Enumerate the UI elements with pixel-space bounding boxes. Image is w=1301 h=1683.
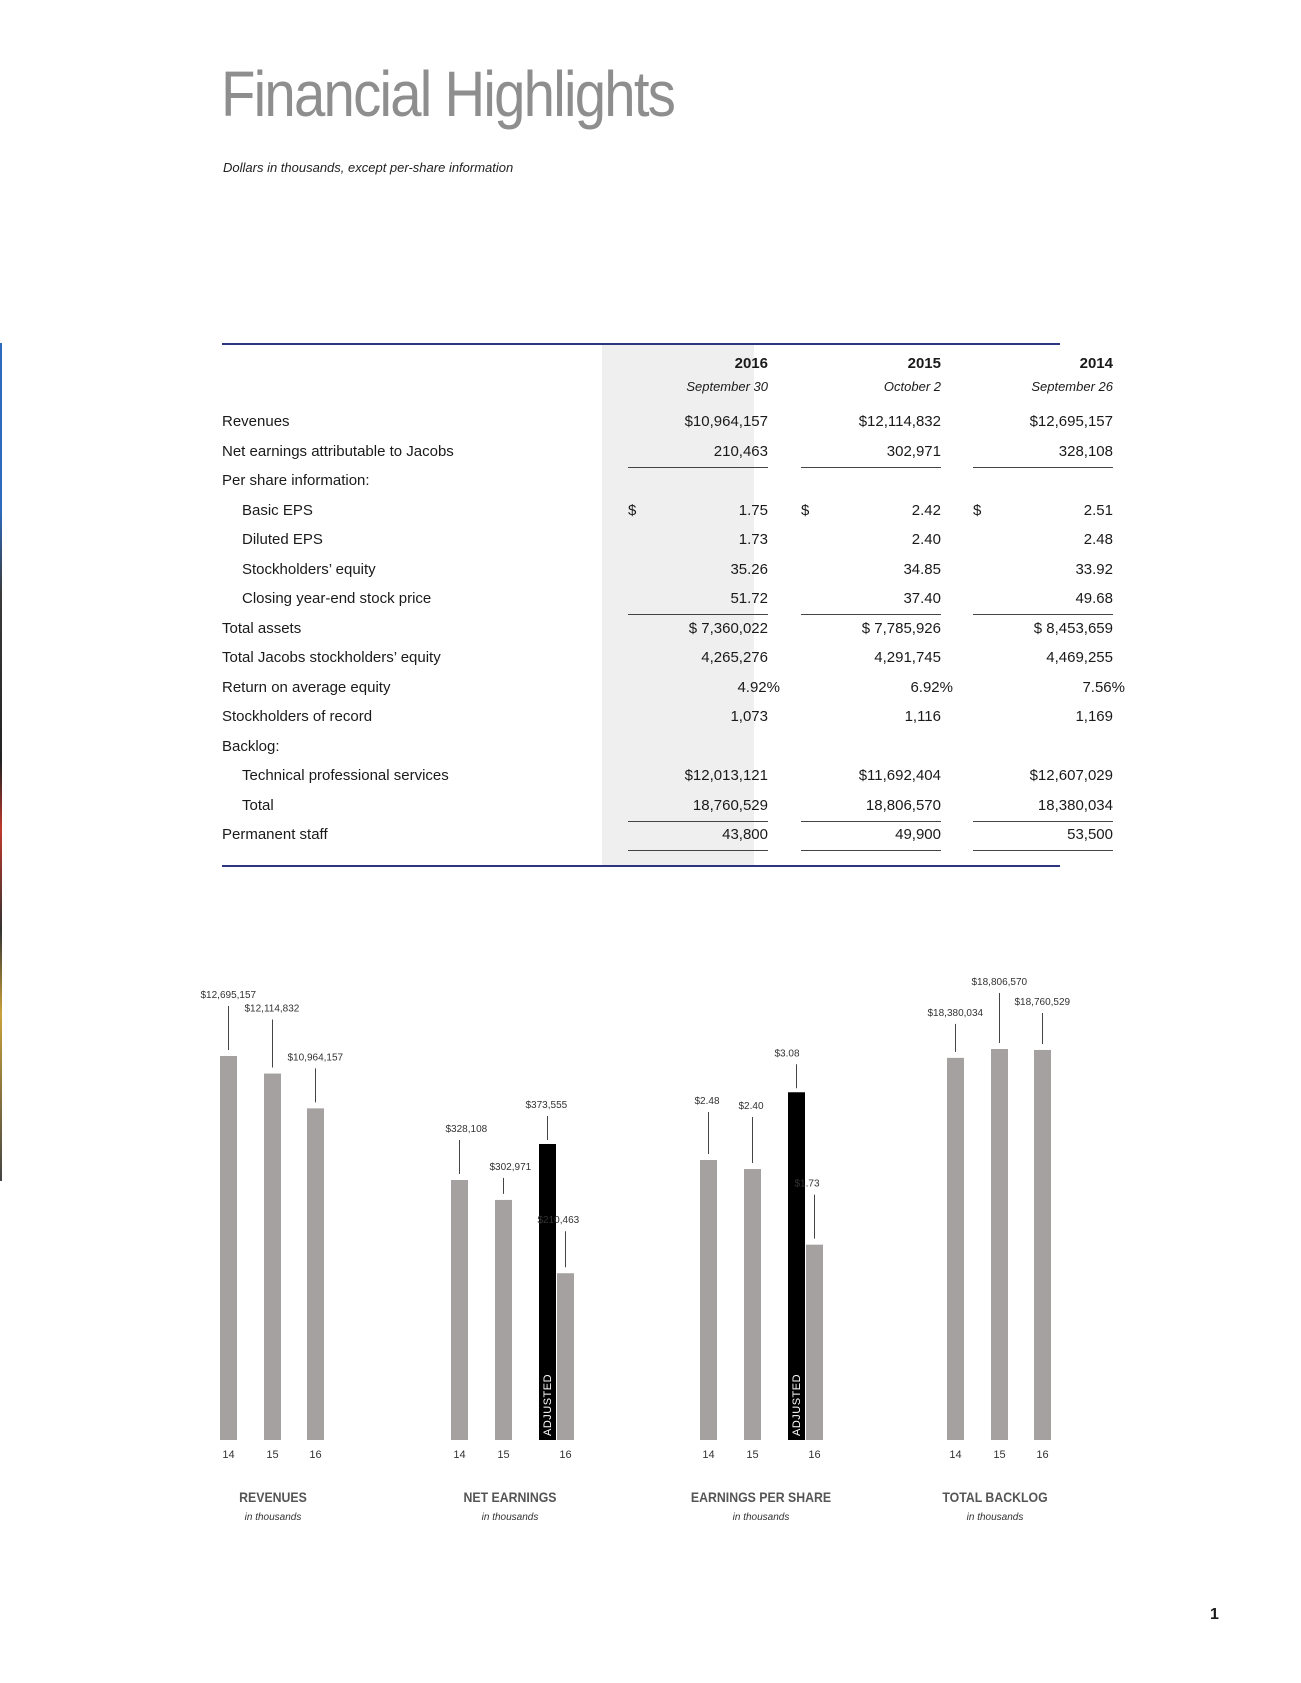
adjusted-series-label: ADJUSTED <box>542 1373 554 1436</box>
table-cell <box>801 561 941 585</box>
cell-value: $12,114,832 <box>858 413 941 430</box>
chart-title: EARNINGS PER SHARE <box>690 1489 832 1506</box>
chart-subtitle: in thousands <box>481 1512 539 1523</box>
table-row <box>222 678 1125 707</box>
cell-value: 302,971 <box>886 442 941 460</box>
table-cell <box>973 443 1113 468</box>
table-cell <box>628 738 768 762</box>
table-row <box>222 472 1060 500</box>
cell-value: 1.73 <box>738 531 768 548</box>
table-cell <box>973 620 1113 644</box>
table-cell <box>628 797 768 822</box>
cell-value: $12,607,029 <box>1029 767 1113 784</box>
table-cell <box>628 413 768 437</box>
data-bar <box>557 1273 574 1440</box>
table-cell <box>628 502 768 526</box>
table-cell <box>801 502 941 526</box>
table-cell <box>801 531 941 555</box>
data-bar <box>220 1056 237 1440</box>
row-label: Technical professional services <box>242 767 449 784</box>
adjusted-series-label: ADJUSTED <box>791 1373 803 1436</box>
data-bar <box>307 1108 324 1440</box>
bar-value-label: $302,971 <box>489 1161 532 1173</box>
row-label: Total assets <box>222 619 302 637</box>
table-top-rule <box>222 343 1060 345</box>
data-bar <box>700 1160 717 1440</box>
data-bar <box>451 1180 468 1440</box>
cell-value: 49.68 <box>1075 590 1113 607</box>
table-row <box>222 649 1113 677</box>
table-cell <box>973 797 1113 822</box>
table-cell <box>628 472 768 496</box>
table-cell <box>801 590 941 615</box>
row-label: Total Jacobs stockholders’ equity <box>222 649 441 666</box>
table-cell <box>973 708 1113 732</box>
cell-value: $11,692,404 <box>858 767 941 784</box>
adjusted-value-label: $3.08 <box>774 1048 800 1060</box>
fiscal-date: September 26 <box>1031 379 1113 394</box>
cell-value: 2.42 <box>911 501 941 519</box>
table-cell <box>628 531 768 555</box>
bar-value-label: $2.40 <box>738 1101 764 1113</box>
cell-value: 37.40 <box>903 590 941 607</box>
page-title: Financial Highlights <box>221 58 675 130</box>
chart-title: TOTAL BACKLOG <box>942 1489 1048 1506</box>
fiscal-date: October 2 <box>883 379 941 394</box>
x-tick-label: 15 <box>993 1449 1006 1461</box>
cell-value: $12,013,121 <box>684 767 768 784</box>
cell-value: $10,964,157 <box>684 413 768 430</box>
table-row <box>222 413 1113 441</box>
cell-value: 7.56% <box>1082 678 1125 696</box>
cell-value: 328,108 <box>1058 442 1113 460</box>
table-row <box>222 708 1113 736</box>
cell-value: $ 7,785,926 <box>861 619 941 637</box>
data-bar <box>1034 1050 1051 1440</box>
row-label: Per share information: <box>222 472 370 489</box>
cell-value: 18,806,570 <box>865 796 941 814</box>
table-header-dates <box>222 379 1113 407</box>
fiscal-date: September 30 <box>686 379 768 394</box>
table-cell <box>973 590 1113 615</box>
chart-title: REVENUES <box>239 1489 307 1506</box>
table-cell <box>801 797 941 822</box>
x-tick-label: 14 <box>453 1449 466 1461</box>
cell-value: $12,695,157 <box>1029 413 1113 430</box>
x-tick-label: 15 <box>746 1449 759 1461</box>
cell-value: 43,800 <box>722 826 768 843</box>
row-label: Revenues <box>222 413 290 430</box>
cell-value: 18,380,034 <box>1037 796 1113 814</box>
cell-value: 1,116 <box>904 708 941 725</box>
x-tick-label: 16 <box>808 1449 821 1461</box>
cell-value: 1.75 <box>738 501 768 519</box>
table-cell <box>801 443 941 468</box>
bar-value-label: $18,760,529 <box>1014 996 1071 1008</box>
financial-table <box>222 343 1125 867</box>
table-cell <box>628 561 768 585</box>
table-cell <box>801 413 941 437</box>
table-cell <box>801 738 941 762</box>
x-tick-label: 16 <box>559 1449 572 1461</box>
row-label: Total <box>242 796 274 814</box>
bar-value-label: $210,463 <box>537 1215 580 1227</box>
table-cell <box>801 649 941 673</box>
bar-charts <box>0 960 1301 1540</box>
data-bar <box>495 1200 512 1440</box>
table-cell <box>628 620 768 644</box>
currency-symbol: $ <box>973 501 982 519</box>
table-cell <box>973 738 1113 762</box>
charts-area <box>0 960 1301 1540</box>
cell-value: 33.92 <box>1075 560 1113 578</box>
cell-value: 6.92% <box>910 678 953 696</box>
bar-value-label: $18,806,570 <box>971 977 1028 988</box>
cell-value: 210,463 <box>713 442 768 460</box>
chart-title: NET EARNINGS <box>463 1489 557 1506</box>
cell-value: 1,169 <box>1075 708 1113 725</box>
table-cell <box>801 472 941 496</box>
x-tick-label: 14 <box>222 1449 235 1461</box>
year-header: 2015 <box>907 355 941 372</box>
row-label: Net earnings attributable to Jacobs <box>222 442 454 460</box>
row-label: Diluted EPS <box>242 531 323 548</box>
table-row <box>222 531 1113 559</box>
x-tick-label: 16 <box>309 1449 322 1461</box>
cell-value: $ 7,360,022 <box>688 619 768 637</box>
bar-value-label: $10,964,157 <box>287 1052 344 1064</box>
cell-value: 34.85 <box>903 560 941 578</box>
table-cell <box>801 620 941 644</box>
cell-value: 53,500 <box>1067 826 1113 843</box>
table-cell <box>973 826 1113 851</box>
chart-subtitle: in thousands <box>732 1512 790 1523</box>
cell-value: 4,265,276 <box>701 649 768 666</box>
table-row <box>222 590 1113 618</box>
table-cell <box>628 678 780 703</box>
data-bar <box>947 1058 964 1440</box>
table-row <box>222 442 1113 471</box>
row-label: Stockholders of record <box>222 708 373 725</box>
table-cell <box>973 472 1113 496</box>
adjusted-value-label: $373,555 <box>525 1099 568 1111</box>
table-row <box>222 767 1113 795</box>
x-tick-label: 16 <box>1036 1449 1049 1461</box>
cell-value: 2.48 <box>1083 531 1113 548</box>
currency-symbol: $ <box>801 501 810 519</box>
table-cell <box>801 826 941 851</box>
table-cell <box>801 767 941 791</box>
cell-value: 51.72 <box>730 590 768 607</box>
row-label: Permanent staff <box>222 826 328 843</box>
row-label: Stockholders’ equity <box>242 560 376 578</box>
page-number: 1 <box>1210 1606 1219 1623</box>
table-row <box>222 560 1113 589</box>
table-cell <box>973 649 1113 673</box>
x-tick-label: 15 <box>497 1449 510 1461</box>
bar-value-label: $18,380,034 <box>927 1007 984 1019</box>
table-cell <box>628 708 768 732</box>
chart-subtitle: in thousands <box>966 1512 1024 1523</box>
table-cell <box>973 502 1113 526</box>
data-bar <box>991 1049 1008 1440</box>
table-bottom-rule <box>222 865 1060 867</box>
table-cell <box>973 678 1125 703</box>
cell-value: 18,760,529 <box>692 796 768 814</box>
data-bar <box>744 1169 761 1440</box>
table-cell <box>973 767 1113 791</box>
row-label: Backlog: <box>222 737 280 755</box>
bar-value-label: $1.73 <box>794 1178 820 1190</box>
bar-value-label: $328,108 <box>445 1124 488 1135</box>
table-cell <box>973 413 1113 437</box>
row-label: Basic EPS <box>242 501 313 519</box>
cell-value: 35.26 <box>730 560 768 578</box>
x-tick-label: 14 <box>949 1449 962 1461</box>
cell-value: 4,469,255 <box>1046 649 1113 666</box>
cell-value: 4.92% <box>737 678 780 696</box>
x-tick-label: 15 <box>266 1449 279 1461</box>
row-label: Closing year-end stock price <box>242 590 432 607</box>
year-header: 2014 <box>1079 355 1113 372</box>
x-tick-label: 14 <box>702 1449 715 1461</box>
table-row <box>222 619 1113 648</box>
table-cell <box>801 678 953 703</box>
table-row <box>222 826 1113 854</box>
table-cell <box>628 767 768 791</box>
data-bar <box>806 1245 823 1440</box>
cell-value: 1,073 <box>730 708 768 725</box>
table-cell <box>628 649 768 673</box>
bar-value-label: $12,695,157 <box>200 990 257 1001</box>
table-cell <box>801 708 941 732</box>
table-cell <box>973 531 1113 555</box>
cell-value: 4,291,745 <box>874 649 941 666</box>
bar-value-label: $12,114,832 <box>244 1003 300 1015</box>
row-label: Return on average equity <box>222 678 391 696</box>
table-row <box>222 501 1113 530</box>
page-subtitle: Dollars in thousands, except per-share information <box>223 160 514 175</box>
chart-subtitle: in thousands <box>244 1512 302 1523</box>
cell-value: 2.51 <box>1083 501 1113 519</box>
cell-value: 2.40 <box>911 531 941 548</box>
cell-value: 49,900 <box>895 826 941 843</box>
table-row <box>222 796 1113 825</box>
table-cell <box>628 826 768 851</box>
table-row <box>222 738 1060 766</box>
table-cell <box>628 443 768 468</box>
bar-value-label: $2.48 <box>694 1096 720 1107</box>
table-cell <box>973 561 1113 585</box>
year-header: 2016 <box>734 355 768 372</box>
currency-symbol: $ <box>628 501 637 519</box>
table-cell <box>628 590 768 615</box>
data-bar <box>264 1074 281 1440</box>
cell-value: $ 8,453,659 <box>1033 619 1113 637</box>
